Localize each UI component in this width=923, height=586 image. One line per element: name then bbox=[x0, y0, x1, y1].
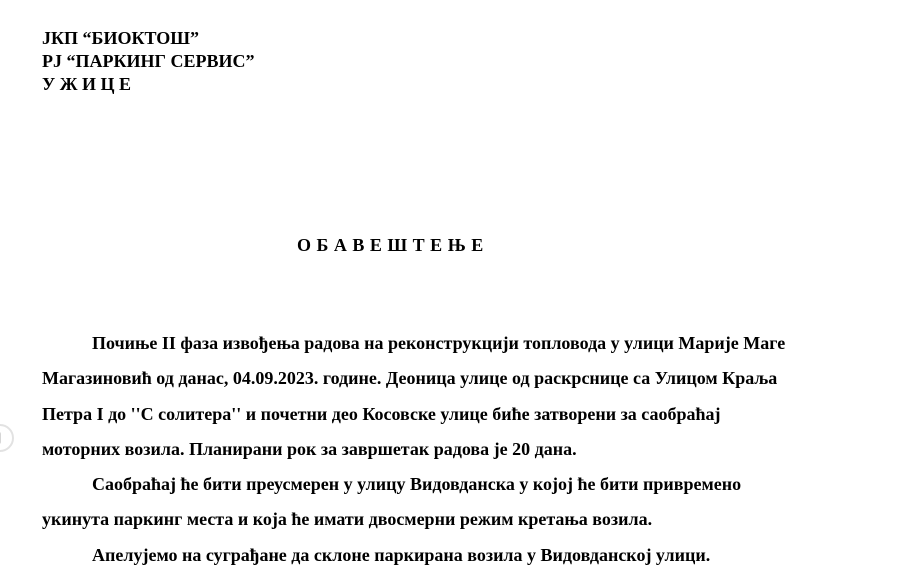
unit-name: РЈ “ПАРКИНГ СЕРВИС” bbox=[42, 51, 255, 71]
body-line: Петра I до ''С солитера'' и почетни део Косовске улице биће затворени за саобраћај bbox=[42, 403, 721, 424]
body-line: Магазиновић од данас, 04.09.2023. године. Деоница улице од раскрснице са Улицом Краља bbox=[42, 368, 778, 389]
body-line: Саобраћај ће бити преусмерен у улицу Видовданска у којој ће бити привремено bbox=[92, 474, 742, 495]
body-line: Апелујемо на суграђане да склоне паркирана возила у Видовданској улици. bbox=[92, 544, 711, 565]
organization-name: ЈКП “БИОКТОШ” bbox=[42, 28, 200, 48]
organization-header bbox=[42, 27, 255, 96]
body-line: моторних возила. Планирани рок за завршетак радова је 20 дана. bbox=[42, 438, 577, 459]
side-scroll-handle-icon[interactable] bbox=[0, 424, 14, 452]
body-line: укинута паркинг места и која ће имати двосмерни режим кретања возила. bbox=[42, 509, 653, 530]
city-name: У Ж И Ц Е bbox=[42, 74, 132, 94]
notice-body bbox=[42, 326, 887, 573]
notice-title: О Б А В Е Ш Т Е Њ Е bbox=[297, 235, 484, 255]
body-line: Почиње II фаза извођења радова на реконструкцији топловода у улици Марије Маге bbox=[92, 333, 786, 353]
